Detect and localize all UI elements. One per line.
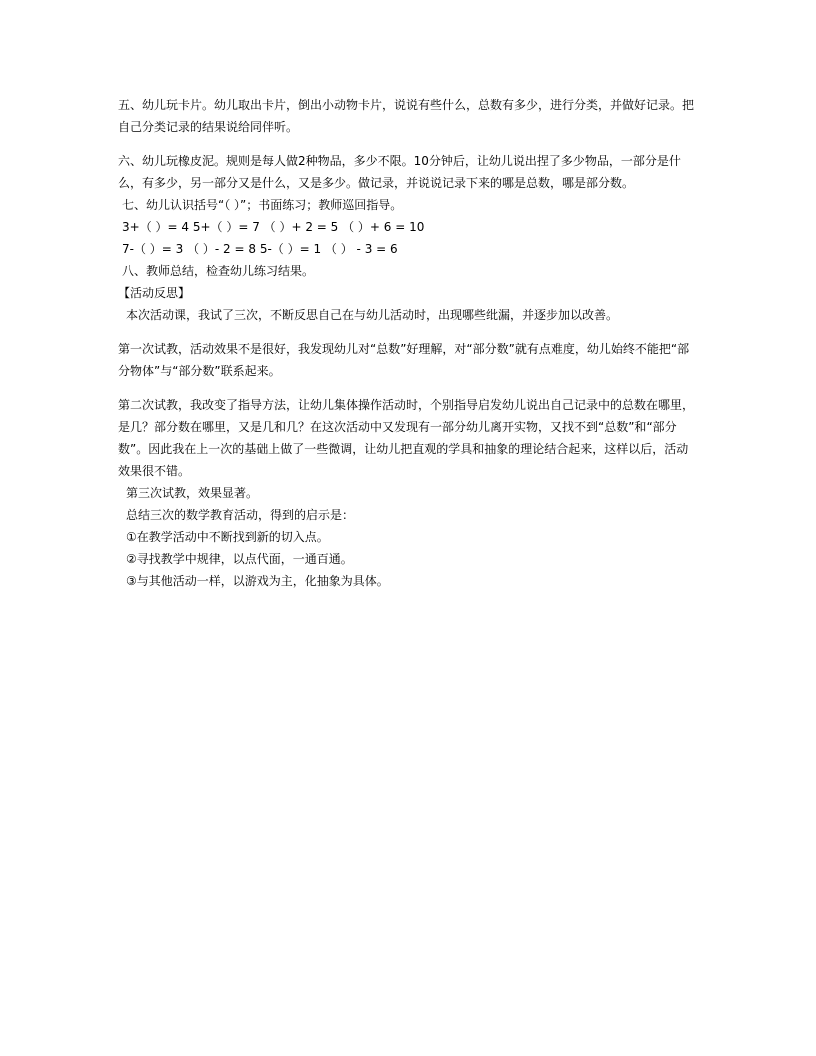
equation-line-2: 7-（ ）= 3 （ ）- 2 = 8 5-（ ）= 1 （ ） - 3 = 6	[122, 242, 398, 256]
reflection-paragraph-4: 第三次试教，效果显著。	[126, 486, 259, 500]
reflection-paragraph-2: 第一次试教，活动效果不是很好，我发现幼儿对“总数”好理解，对“部分数”就有点难度，幼儿始终不能把“部分物体”与“部分数”联系起来。	[118, 342, 690, 378]
equation-line-1: 3+（ ）= 4 5+（ ）= 7 （ ）+ 2 = 5 （ ）+ 6 = 10	[122, 220, 425, 234]
paragraph-gap	[118, 138, 698, 150]
paragraph-step-5: 五、幼儿玩卡片。幼儿取出卡片，倒出小动物卡片，说说有些什么，总数有多少，进行分类，并做好记录。把自己分类记录的结果说给同伴听。	[118, 98, 695, 134]
paragraph-step-8: 八、教师总结，检查幼儿练习结果。	[122, 264, 315, 278]
insight-item-1: ①在教学活动中不断找到新的切入点。	[126, 530, 329, 544]
insight-item-2: ②寻找教学中规律，以点代面，一通百通。	[126, 552, 353, 566]
paragraph-gap	[118, 326, 698, 338]
paragraph-step-7: 七、幼儿认识括号“（ ）”；书面练习；教师巡回指导。	[122, 198, 403, 212]
insight-item-3: ③与其他活动一样，以游戏为主，化抽象为具体。	[126, 574, 389, 588]
paragraph-gap	[118, 382, 698, 394]
reflection-paragraph-3: 第二次试教，我改变了指导方法，让幼儿集体操作活动时，个别指导启发幼儿说出自己记录中的总数在哪里，是几？部分数在哪里，又是几和几？在这次活动中又发现有一部分幼儿离开实物，又找不到“总数”和“部分数”。因此我在上一次的基础上做了一些微调，让幼儿把直观的学具和抽象的理论结合起来，这样以后，活动效果很不错。	[118, 398, 695, 478]
reflection-paragraph-1: 本次活动课，我试了三次，不断反思自己在与幼儿活动时，出现哪些纰漏，并逐步加以改善。	[126, 308, 619, 322]
reflection-heading: 【活动反思】	[118, 286, 191, 300]
paragraph-step-6: 六、幼儿玩橡皮泥。规则是每人做2种物品，多少不限。10分钟后，让幼儿说出捏了多少物品，一部分是什么，有多少，另一部分又是什么，又是多少。做记录，并说说记录下来的哪是总数，哪是部分数。	[118, 154, 681, 190]
document-page	[118, 94, 698, 592]
reflection-paragraph-5: 总结三次的数学教育活动，得到的启示是：	[126, 508, 355, 522]
